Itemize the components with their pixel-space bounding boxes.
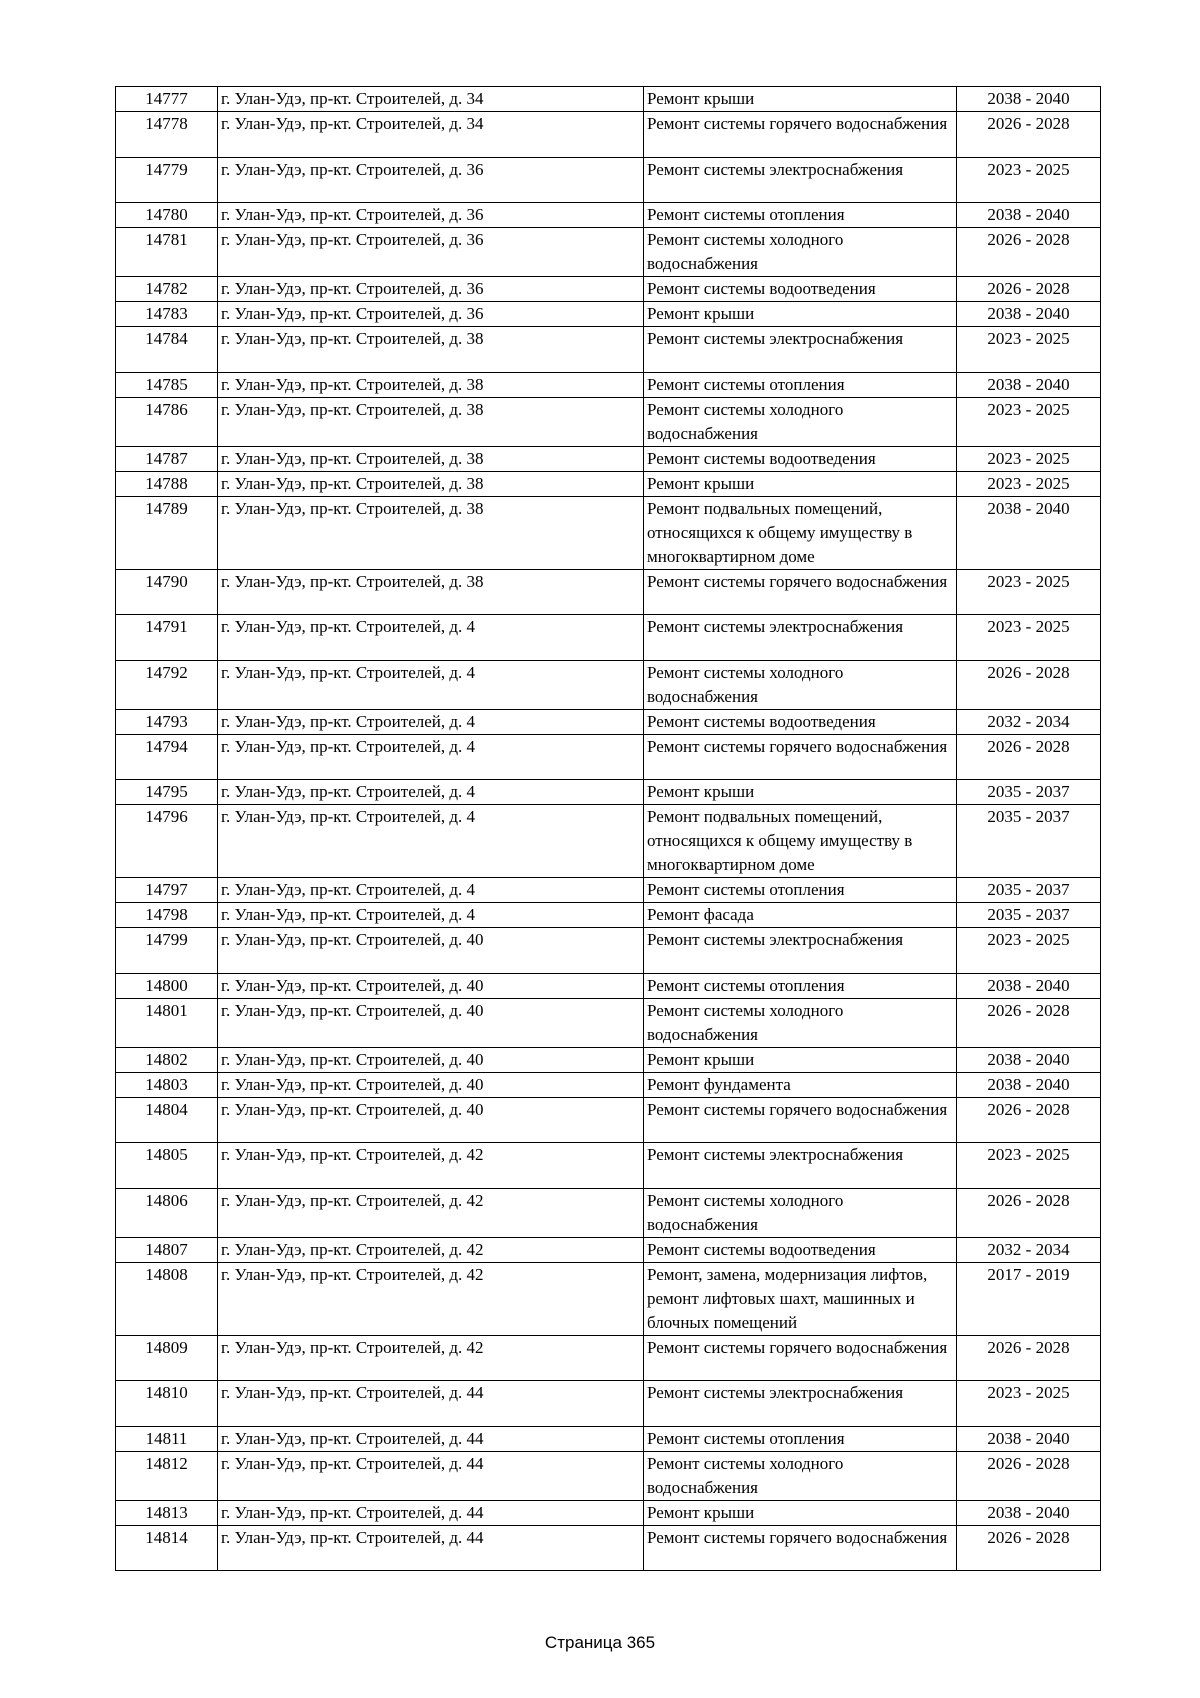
row-period: 2023 - 2025 (957, 928, 1101, 974)
row-address: г. Улан-Удэ, пр-кт. Строителей, д. 44 (218, 1500, 644, 1525)
row-period: 2026 - 2028 (957, 734, 1101, 780)
table-row (116, 878, 1101, 903)
row-work-type: Ремонт системы горячего водоснабжения (644, 569, 957, 615)
row-work-type: Ремонт системы холодного водоснабжения (644, 998, 957, 1047)
row-work-type: Ремонт крыши (644, 87, 957, 112)
row-work-type: Ремонт подвальных помещений, относящихся к общему имуществу в многоквартирном доме (644, 496, 957, 569)
row-work-type: Ремонт системы электроснабжения (644, 327, 957, 373)
row-work-type: Ремонт системы горячего водоснабжения (644, 1525, 957, 1571)
row-number: 14805 (116, 1143, 218, 1189)
row-address: г. Улан-Удэ, пр-кт. Строителей, д. 38 (218, 372, 644, 397)
table-row (116, 87, 1101, 112)
row-number: 14804 (116, 1097, 218, 1143)
row-work-type: Ремонт системы электроснабжения (644, 157, 957, 203)
row-period: 2026 - 2028 (957, 1097, 1101, 1143)
row-period: 2023 - 2025 (957, 446, 1101, 471)
row-work-type: Ремонт системы водоотведения (644, 277, 957, 302)
row-number: 14810 (116, 1381, 218, 1427)
row-period: 2038 - 2040 (957, 203, 1101, 228)
row-address: г. Улан-Удэ, пр-кт. Строителей, д. 36 (218, 203, 644, 228)
row-address: г. Улан-Удэ, пр-кт. Строителей, д. 44 (218, 1525, 644, 1571)
row-work-type: Ремонт системы холодного водоснабжения (644, 397, 957, 446)
row-address: г. Улан-Удэ, пр-кт. Строителей, д. 34 (218, 87, 644, 112)
table-row (116, 998, 1101, 1047)
row-number: 14783 (116, 302, 218, 327)
table-row (116, 1381, 1101, 1427)
table-row (116, 1500, 1101, 1525)
table-row (116, 277, 1101, 302)
table-row (116, 805, 1101, 878)
row-period: 2026 - 2028 (957, 228, 1101, 277)
row-period: 2023 - 2025 (957, 1381, 1101, 1427)
row-number: 14800 (116, 973, 218, 998)
row-period: 2032 - 2034 (957, 1237, 1101, 1262)
table-row (116, 1426, 1101, 1451)
row-work-type: Ремонт крыши (644, 780, 957, 805)
row-address: г. Улан-Удэ, пр-кт. Строителей, д. 42 (218, 1262, 644, 1335)
row-number: 14814 (116, 1525, 218, 1571)
row-work-type: Ремонт крыши (644, 1047, 957, 1072)
table-row (116, 903, 1101, 928)
row-period: 2038 - 2040 (957, 1072, 1101, 1097)
row-number: 14784 (116, 327, 218, 373)
row-address: г. Улан-Удэ, пр-кт. Строителей, д. 4 (218, 878, 644, 903)
row-work-type: Ремонт системы холодного водоснабжения (644, 228, 957, 277)
row-period: 2038 - 2040 (957, 496, 1101, 569)
row-period: 2038 - 2040 (957, 87, 1101, 112)
row-work-type: Ремонт системы электроснабжения (644, 615, 957, 661)
row-number: 14778 (116, 112, 218, 158)
table-row (116, 569, 1101, 615)
row-address: г. Улан-Удэ, пр-кт. Строителей, д. 4 (218, 660, 644, 709)
table-row (116, 1451, 1101, 1500)
row-address: г. Улан-Удэ, пр-кт. Строителей, д. 42 (218, 1188, 644, 1237)
row-period: 2026 - 2028 (957, 1188, 1101, 1237)
row-address: г. Улан-Удэ, пр-кт. Строителей, д. 44 (218, 1451, 644, 1500)
row-number: 14801 (116, 998, 218, 1047)
row-number: 14798 (116, 903, 218, 928)
row-number: 14795 (116, 780, 218, 805)
row-address: г. Улан-Удэ, пр-кт. Строителей, д. 36 (218, 228, 644, 277)
row-number: 14807 (116, 1237, 218, 1262)
row-address: г. Улан-Удэ, пр-кт. Строителей, д. 42 (218, 1237, 644, 1262)
row-address: г. Улан-Удэ, пр-кт. Строителей, д. 4 (218, 734, 644, 780)
row-work-type: Ремонт подвальных помещений, относящихся к общему имуществу в многоквартирном доме (644, 805, 957, 878)
row-address: г. Улан-Удэ, пр-кт. Строителей, д. 40 (218, 1097, 644, 1143)
row-work-type: Ремонт фасада (644, 903, 957, 928)
row-period: 2026 - 2028 (957, 277, 1101, 302)
row-work-type: Ремонт крыши (644, 471, 957, 496)
row-number: 14790 (116, 569, 218, 615)
row-address: г. Улан-Удэ, пр-кт. Строителей, д. 38 (218, 471, 644, 496)
row-work-type: Ремонт системы водоотведения (644, 446, 957, 471)
row-address: г. Улан-Удэ, пр-кт. Строителей, д. 42 (218, 1143, 644, 1189)
row-period: 2023 - 2025 (957, 569, 1101, 615)
row-work-type: Ремонт крыши (644, 1500, 957, 1525)
row-number: 14803 (116, 1072, 218, 1097)
row-address: г. Улан-Удэ, пр-кт. Строителей, д. 4 (218, 780, 644, 805)
table-row (116, 1072, 1101, 1097)
row-period: 2023 - 2025 (957, 615, 1101, 661)
row-number: 14808 (116, 1262, 218, 1335)
row-number: 14779 (116, 157, 218, 203)
row-number: 14813 (116, 1500, 218, 1525)
row-number: 14806 (116, 1188, 218, 1237)
row-work-type: Ремонт крыши (644, 302, 957, 327)
row-number: 14781 (116, 228, 218, 277)
row-work-type: Ремонт фундамента (644, 1072, 957, 1097)
row-period: 2035 - 2037 (957, 878, 1101, 903)
row-period: 2026 - 2028 (957, 998, 1101, 1047)
row-number: 14792 (116, 660, 218, 709)
row-period: 2026 - 2028 (957, 1335, 1101, 1381)
table-row (116, 1097, 1101, 1143)
row-address: г. Улан-Удэ, пр-кт. Строителей, д. 4 (218, 805, 644, 878)
row-number: 14799 (116, 928, 218, 974)
table-row (116, 327, 1101, 373)
row-address: г. Улан-Удэ, пр-кт. Строителей, д. 36 (218, 157, 644, 203)
table-row (116, 1047, 1101, 1072)
row-number: 14811 (116, 1426, 218, 1451)
table-row (116, 660, 1101, 709)
row-number: 14793 (116, 709, 218, 734)
table-row (116, 734, 1101, 780)
row-period: 2026 - 2028 (957, 660, 1101, 709)
row-address: г. Улан-Удэ, пр-кт. Строителей, д. 36 (218, 277, 644, 302)
row-address: г. Улан-Удэ, пр-кт. Строителей, д. 38 (218, 496, 644, 569)
table-row (116, 780, 1101, 805)
row-work-type: Ремонт системы отопления (644, 973, 957, 998)
row-work-type: Ремонт системы горячего водоснабжения (644, 112, 957, 158)
row-period: 2038 - 2040 (957, 302, 1101, 327)
table-row (116, 157, 1101, 203)
row-work-type: Ремонт системы холодного водоснабжения (644, 1188, 957, 1237)
row-period: 2023 - 2025 (957, 327, 1101, 373)
table-row (116, 1525, 1101, 1571)
row-address: г. Улан-Удэ, пр-кт. Строителей, д. 44 (218, 1426, 644, 1451)
row-number: 14809 (116, 1335, 218, 1381)
row-work-type: Ремонт системы отопления (644, 1426, 957, 1451)
row-number: 14777 (116, 87, 218, 112)
row-number: 14780 (116, 203, 218, 228)
row-address: г. Улан-Удэ, пр-кт. Строителей, д. 36 (218, 302, 644, 327)
row-period: 2035 - 2037 (957, 903, 1101, 928)
row-period: 2035 - 2037 (957, 780, 1101, 805)
row-period: 2023 - 2025 (957, 471, 1101, 496)
row-number: 14794 (116, 734, 218, 780)
row-work-type: Ремонт системы горячего водоснабжения (644, 1097, 957, 1143)
row-period: 2017 - 2019 (957, 1262, 1101, 1335)
row-period: 2026 - 2028 (957, 1451, 1101, 1500)
table-row (116, 615, 1101, 661)
row-work-type: Ремонт системы водоотведения (644, 1237, 957, 1262)
row-address: г. Улан-Удэ, пр-кт. Строителей, д. 44 (218, 1381, 644, 1427)
table-row (116, 1335, 1101, 1381)
row-address: г. Улан-Удэ, пр-кт. Строителей, д. 38 (218, 569, 644, 615)
row-period: 2035 - 2037 (957, 805, 1101, 878)
table-row (116, 112, 1101, 158)
row-period: 2023 - 2025 (957, 397, 1101, 446)
row-number: 14796 (116, 805, 218, 878)
table-row (116, 203, 1101, 228)
row-period: 2038 - 2040 (957, 1047, 1101, 1072)
row-work-type: Ремонт системы электроснабжения (644, 1143, 957, 1189)
row-work-type: Ремонт системы водоотведения (644, 709, 957, 734)
table-row (116, 973, 1101, 998)
table-row (116, 1143, 1101, 1189)
table-row (116, 1188, 1101, 1237)
table-row (116, 496, 1101, 569)
row-address: г. Улан-Удэ, пр-кт. Строителей, д. 40 (218, 928, 644, 974)
row-number: 14797 (116, 878, 218, 903)
row-number: 14791 (116, 615, 218, 661)
row-address: г. Улан-Удэ, пр-кт. Строителей, д. 38 (218, 327, 644, 373)
row-address: г. Улан-Удэ, пр-кт. Строителей, д. 4 (218, 709, 644, 734)
row-address: г. Улан-Удэ, пр-кт. Строителей, д. 40 (218, 998, 644, 1047)
table-row (116, 446, 1101, 471)
row-address: г. Улан-Удэ, пр-кт. Строителей, д. 38 (218, 446, 644, 471)
table-body (116, 87, 1101, 1571)
table-row (116, 1262, 1101, 1335)
row-period: 2038 - 2040 (957, 973, 1101, 998)
row-address: г. Улан-Удэ, пр-кт. Строителей, д. 40 (218, 973, 644, 998)
row-work-type: Ремонт системы холодного водоснабжения (644, 660, 957, 709)
row-number: 14802 (116, 1047, 218, 1072)
row-number: 14788 (116, 471, 218, 496)
works-table (115, 86, 1101, 1571)
row-address: г. Улан-Удэ, пр-кт. Строителей, д. 4 (218, 903, 644, 928)
row-work-type: Ремонт системы отопления (644, 878, 957, 903)
row-work-type: Ремонт системы электроснабжения (644, 928, 957, 974)
table-row (116, 709, 1101, 734)
table-row (116, 228, 1101, 277)
row-number: 14786 (116, 397, 218, 446)
row-work-type: Ремонт системы электроснабжения (644, 1381, 957, 1427)
row-address: г. Улан-Удэ, пр-кт. Строителей, д. 34 (218, 112, 644, 158)
row-work-type: Ремонт системы холодного водоснабжения (644, 1451, 957, 1500)
row-number: 14812 (116, 1451, 218, 1500)
row-work-type: Ремонт системы горячего водоснабжения (644, 1335, 957, 1381)
row-address: г. Улан-Удэ, пр-кт. Строителей, д. 38 (218, 397, 644, 446)
row-number: 14782 (116, 277, 218, 302)
row-address: г. Улан-Удэ, пр-кт. Строителей, д. 42 (218, 1335, 644, 1381)
row-period: 2026 - 2028 (957, 112, 1101, 158)
table-row (116, 928, 1101, 974)
row-work-type: Ремонт системы горячего водоснабжения (644, 734, 957, 780)
row-number: 14787 (116, 446, 218, 471)
page-number: Страница 365 (544, 1633, 656, 1652)
row-period: 2023 - 2025 (957, 157, 1101, 203)
row-number: 14789 (116, 496, 218, 569)
table-row (116, 397, 1101, 446)
table-row (116, 471, 1101, 496)
row-period: 2026 - 2028 (957, 1525, 1101, 1571)
row-number: 14785 (116, 372, 218, 397)
row-address: г. Улан-Удэ, пр-кт. Строителей, д. 40 (218, 1072, 644, 1097)
table-row (116, 372, 1101, 397)
row-work-type: Ремонт системы отопления (644, 372, 957, 397)
row-period: 2038 - 2040 (957, 372, 1101, 397)
row-work-type: Ремонт, замена, модернизация лифтов, ремонт лифтовых шахт, машинных и блочных помещений (644, 1262, 957, 1335)
row-period: 2023 - 2025 (957, 1143, 1101, 1189)
table-row (116, 302, 1101, 327)
row-period: 2032 - 2034 (957, 709, 1101, 734)
table-row (116, 1237, 1101, 1262)
row-work-type: Ремонт системы отопления (644, 203, 957, 228)
row-period: 2038 - 2040 (957, 1426, 1101, 1451)
row-period: 2038 - 2040 (957, 1500, 1101, 1525)
row-address: г. Улан-Удэ, пр-кт. Строителей, д. 4 (218, 615, 644, 661)
row-address: г. Улан-Удэ, пр-кт. Строителей, д. 40 (218, 1047, 644, 1072)
